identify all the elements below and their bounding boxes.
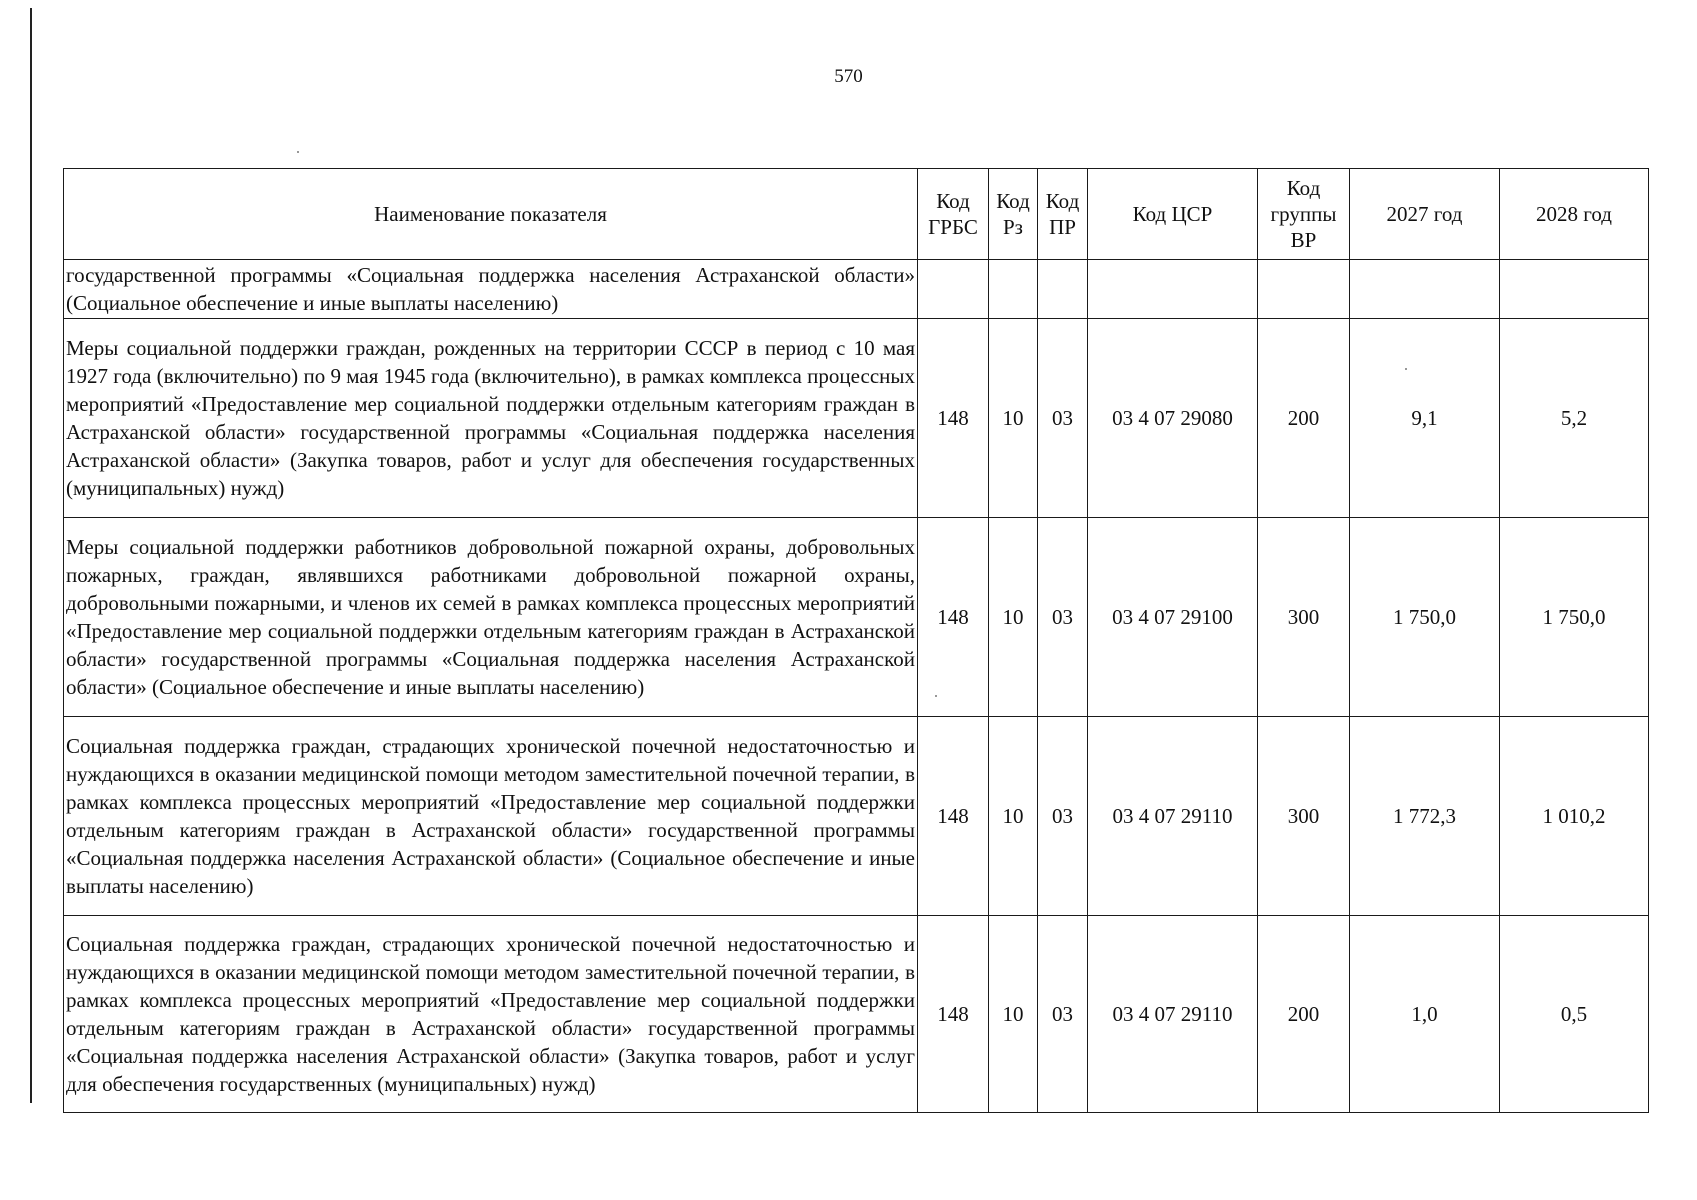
row-2028: 0,5 (1500, 916, 1649, 1113)
row-name: Меры социальной поддержки граждан, рожденных на территории СССР в период с 10 мая 1927 года (включительно) по 9 мая 1945 года (включительно), в рамках комплекса процессных мероприятий «Предоставление мер социальной поддержки отдельным категориям граждан в Астраханской области» государственной программы «Социальная поддержка населения Астраханской области» (Закупка товаров, работ и услуг для обеспечения государственных (муниципальных) нужд) (64, 319, 918, 518)
header-rz: Код Рз (989, 169, 1038, 260)
page-number: 570 (834, 66, 863, 87)
table-row (64, 717, 1649, 916)
row-rz (989, 260, 1038, 319)
row-csr: 03 4 07 29110 (1088, 717, 1258, 916)
row-rz: 10 (989, 319, 1038, 518)
row-grbs: 148 (918, 916, 989, 1113)
row-grbs: 148 (918, 717, 989, 916)
row-csr (1088, 260, 1258, 319)
row-name: государственной программы «Социальная поддержка населения Астраханской области» (Социальное обеспечение и иные выплаты населению) (64, 260, 918, 319)
budget-table (63, 168, 1649, 1113)
row-name: Меры социальной поддержки работников добровольной пожарной охраны, добровольных пожарных, граждан, являвшихся работниками добровольной пожарной охраны, добровольными пожарными, и членов их семей в рамках комплекса процессных мероприятий «Предоставление мер социальной поддержки отдельным категориям граждан в Астраханской области» государственной программы «Социальная поддержка населения Астраханской области» (Социальное обеспечение и иные выплаты населению) (64, 518, 918, 717)
table-row (64, 260, 1649, 319)
row-pr: 03 (1038, 916, 1088, 1113)
row-csr: 03 4 07 29100 (1088, 518, 1258, 717)
row-2027 (1350, 260, 1500, 319)
row-rz: 10 (989, 518, 1038, 717)
row-vr (1258, 260, 1350, 319)
scan-speck (297, 151, 299, 153)
row-pr: 03 (1038, 518, 1088, 717)
row-csr: 03 4 07 29080 (1088, 319, 1258, 518)
header-name: Наименование показателя (64, 169, 918, 260)
row-2028: 5,2 (1500, 319, 1649, 518)
table-row (64, 319, 1649, 518)
header-vr: Код группы ВР (1258, 169, 1350, 260)
row-vr: 200 (1258, 916, 1350, 1113)
row-2027: 1,0 (1350, 916, 1500, 1113)
table-row (64, 916, 1649, 1113)
row-2027: 1 750,0 (1350, 518, 1500, 717)
row-name: Социальная поддержка граждан, страдающих хронической почечной недостаточностью и нуждающихся в оказании медицинской помощи методом заместительной почечной терапии, в рамках комплекса процессных мероприятий «Предоставление мер социальной поддержки отдельным категориям граждан в Астраханской области» государственной программы «Социальная поддержка населения Астраханской области» (Социальное обеспечение и иные выплаты населению) (64, 717, 918, 916)
row-vr: 200 (1258, 319, 1350, 518)
row-2028: 1 750,0 (1500, 518, 1649, 717)
row-2028: 1 010,2 (1500, 717, 1649, 916)
row-pr: 03 (1038, 717, 1088, 916)
header-grbs: Код ГРБС (918, 169, 989, 260)
row-grbs: 148 (918, 319, 989, 518)
header-pr: Код ПР (1038, 169, 1088, 260)
row-pr: 03 (1038, 319, 1088, 518)
row-vr: 300 (1258, 518, 1350, 717)
header-csr: Код ЦСР (1088, 169, 1258, 260)
binding-margin-line (30, 8, 32, 1103)
table-row (64, 518, 1649, 717)
row-pr (1038, 260, 1088, 319)
row-csr: 03 4 07 29110 (1088, 916, 1258, 1113)
table-header-row (64, 169, 1649, 260)
row-grbs: 148 (918, 518, 989, 717)
header-2027: 2027 год (1350, 169, 1500, 260)
header-2028: 2028 год (1500, 169, 1649, 260)
row-grbs (918, 260, 989, 319)
row-rz: 10 (989, 916, 1038, 1113)
row-vr: 300 (1258, 717, 1350, 916)
row-2027: 9,1 (1350, 319, 1500, 518)
row-2028 (1500, 260, 1649, 319)
row-rz: 10 (989, 717, 1038, 916)
row-name: Социальная поддержка граждан, страдающих хронической почечной недостаточностью и нуждающихся в оказании медицинской помощи методом заместительной почечной терапии, в рамках комплекса процессных мероприятий «Предоставление мер социальной поддержки отдельным категориям граждан в Астраханской области» государственной программы «Социальная поддержка населения Астраханской области» (Закупка товаров, работ и услуг для обеспечения государственных (муниципальных) нужд) (64, 916, 918, 1113)
row-2027: 1 772,3 (1350, 717, 1500, 916)
